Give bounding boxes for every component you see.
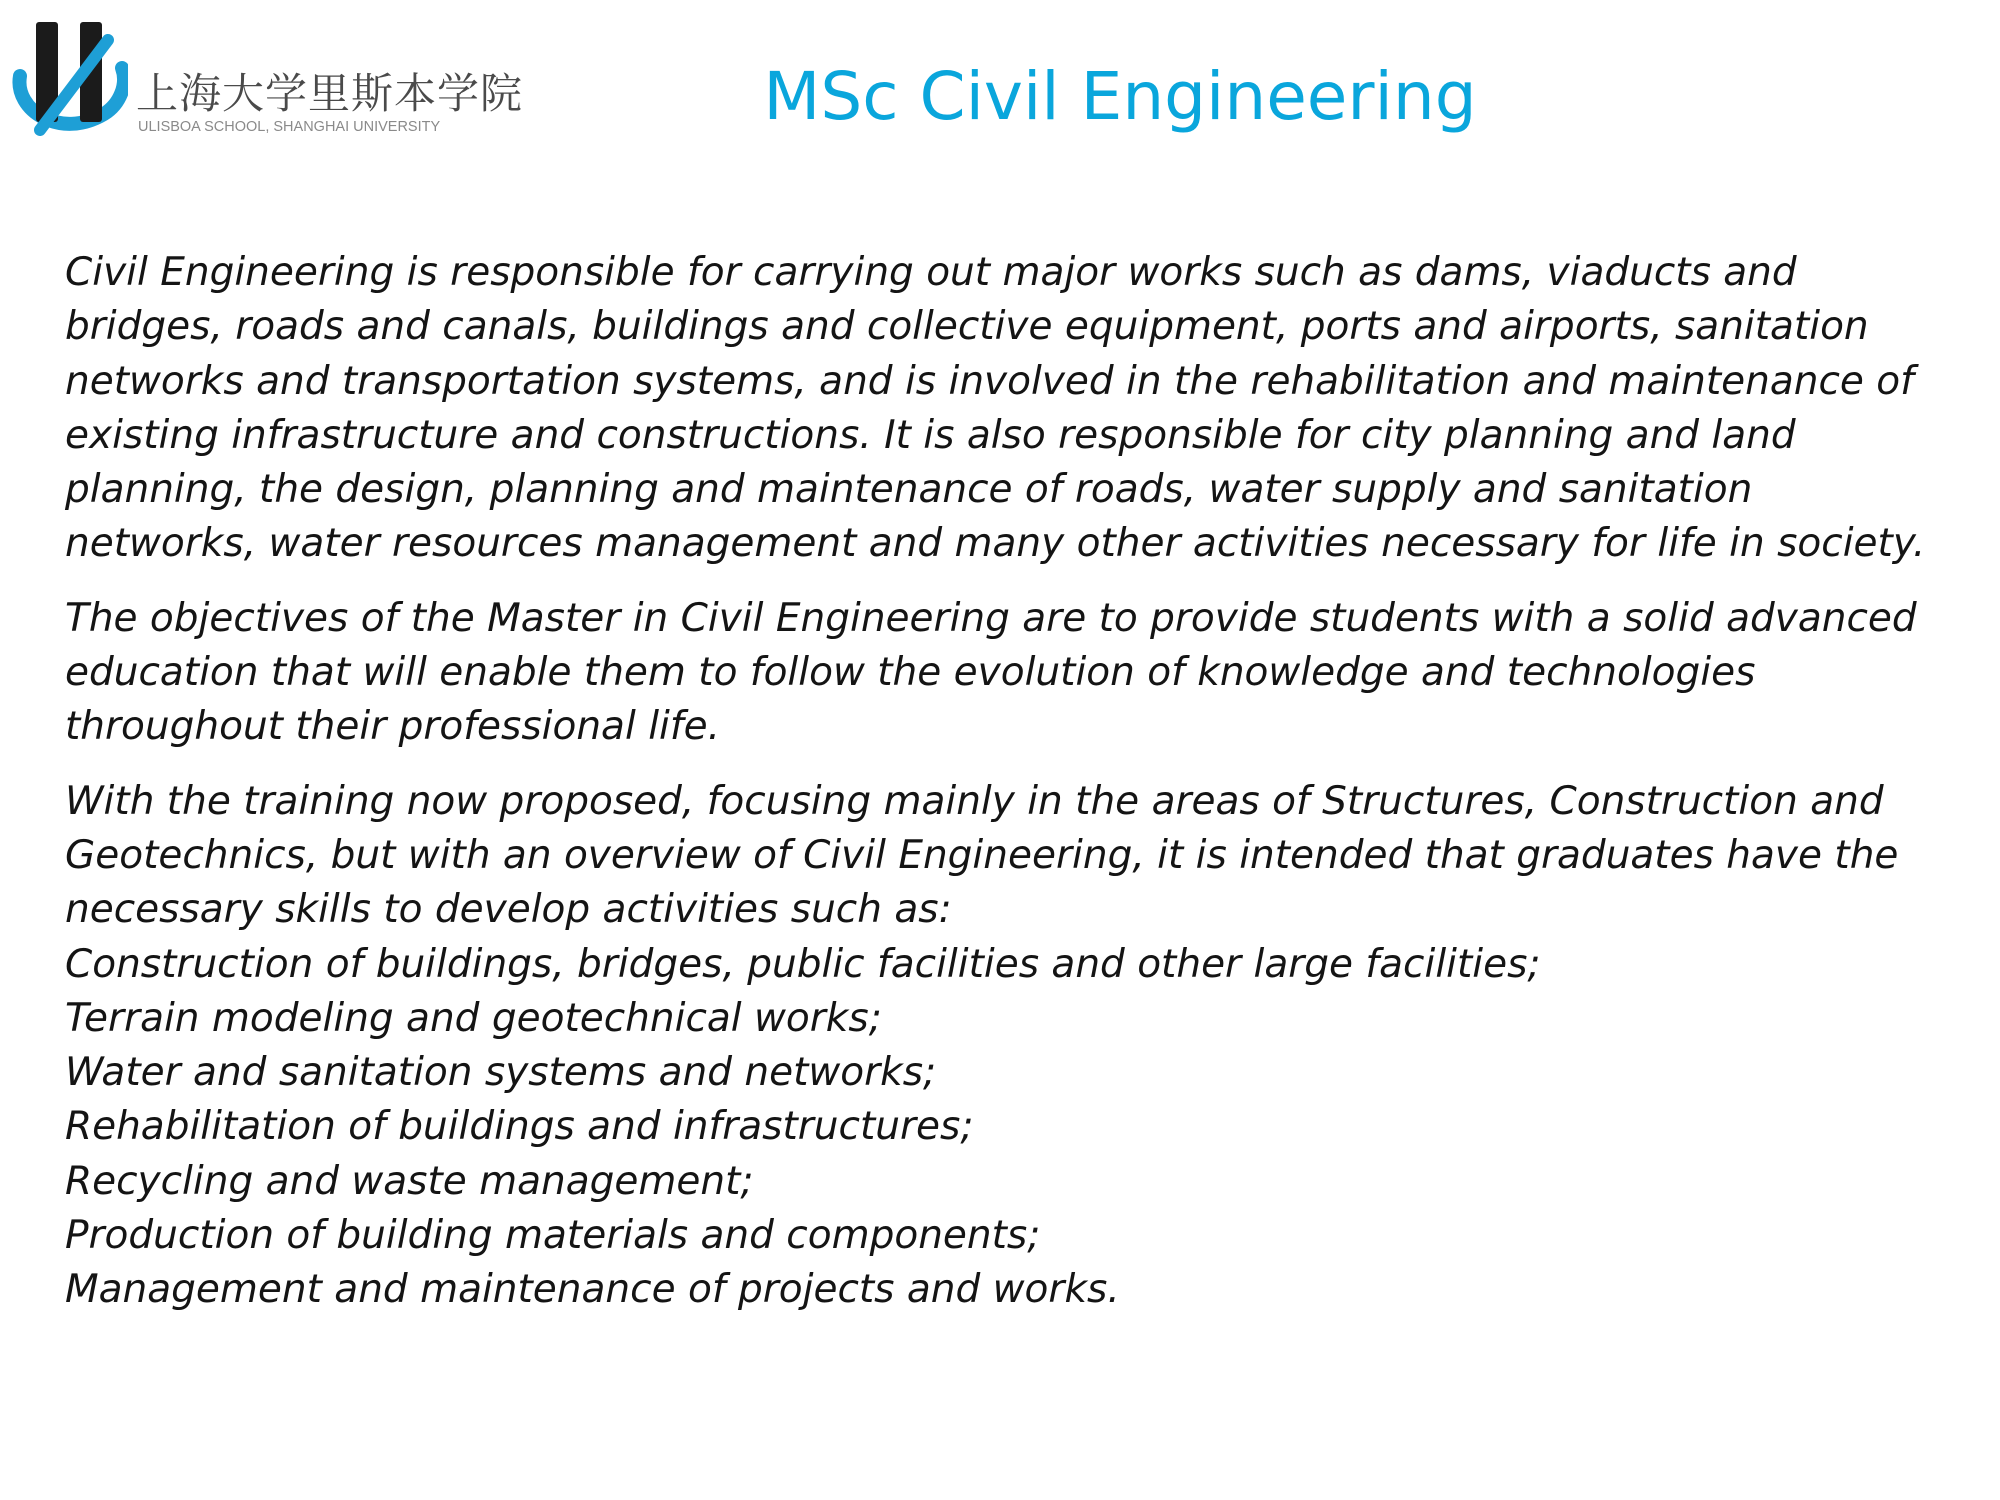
school-name-chinese: 上海大学里斯本学院 bbox=[136, 69, 524, 118]
intro-paragraph: Civil Engineering is responsible for carrying out major works such as dams, viaducts and bridges, roads and canals, buildings and collective equipment, ports and airports, sanitation networks and transportation systems, and is involved in the rehabilitation and maintenance of existing infrastructure and constructions. It is also responsible for city planning and land planning, the design, planning and maintenance of roads, water supply and sanitation networks, water resources management and many other activities necessary for life in society. bbox=[65, 250, 1926, 567]
page-title: MSc Civil Engineering bbox=[763, 58, 1477, 135]
activity-item: Construction of buildings, bridges, public facilities and other large facilities; bbox=[65, 941, 1541, 987]
training-paragraph bbox=[65, 775, 1955, 1318]
school-name-english: ULISBOA SCHOOL, SHANGHAI UNIVERSITY bbox=[138, 119, 441, 135]
ulisboa-shanghai-logo-icon bbox=[10, 18, 128, 136]
activity-item: Management and maintenance of projects and works. bbox=[65, 1267, 1120, 1313]
activity-item: Recycling and waste management; bbox=[65, 1158, 754, 1204]
school-logo bbox=[10, 18, 524, 136]
training-intro: With the training now proposed, focusing mainly in the areas of Structures, Construction and Geotechnics, but with an overview of Civil Engineering, it is intended that graduates have the necessary skills to develop activities such as: bbox=[65, 778, 1899, 933]
activity-item: Terrain modeling and geotechnical works; bbox=[65, 995, 882, 1041]
activity-item: Production of building materials and components; bbox=[65, 1213, 1041, 1259]
activity-item: Rehabilitation of buildings and infrastructures; bbox=[65, 1104, 974, 1150]
body-content bbox=[65, 246, 1955, 1338]
objectives-paragraph: The objectives of the Master in Civil Engineering are to provide students with a solid advanced education that will enable them to follow the evolution of knowledge and technologies throughout their professional life. bbox=[65, 595, 1917, 750]
activity-item: Water and sanitation systems and networks; bbox=[65, 1050, 937, 1096]
